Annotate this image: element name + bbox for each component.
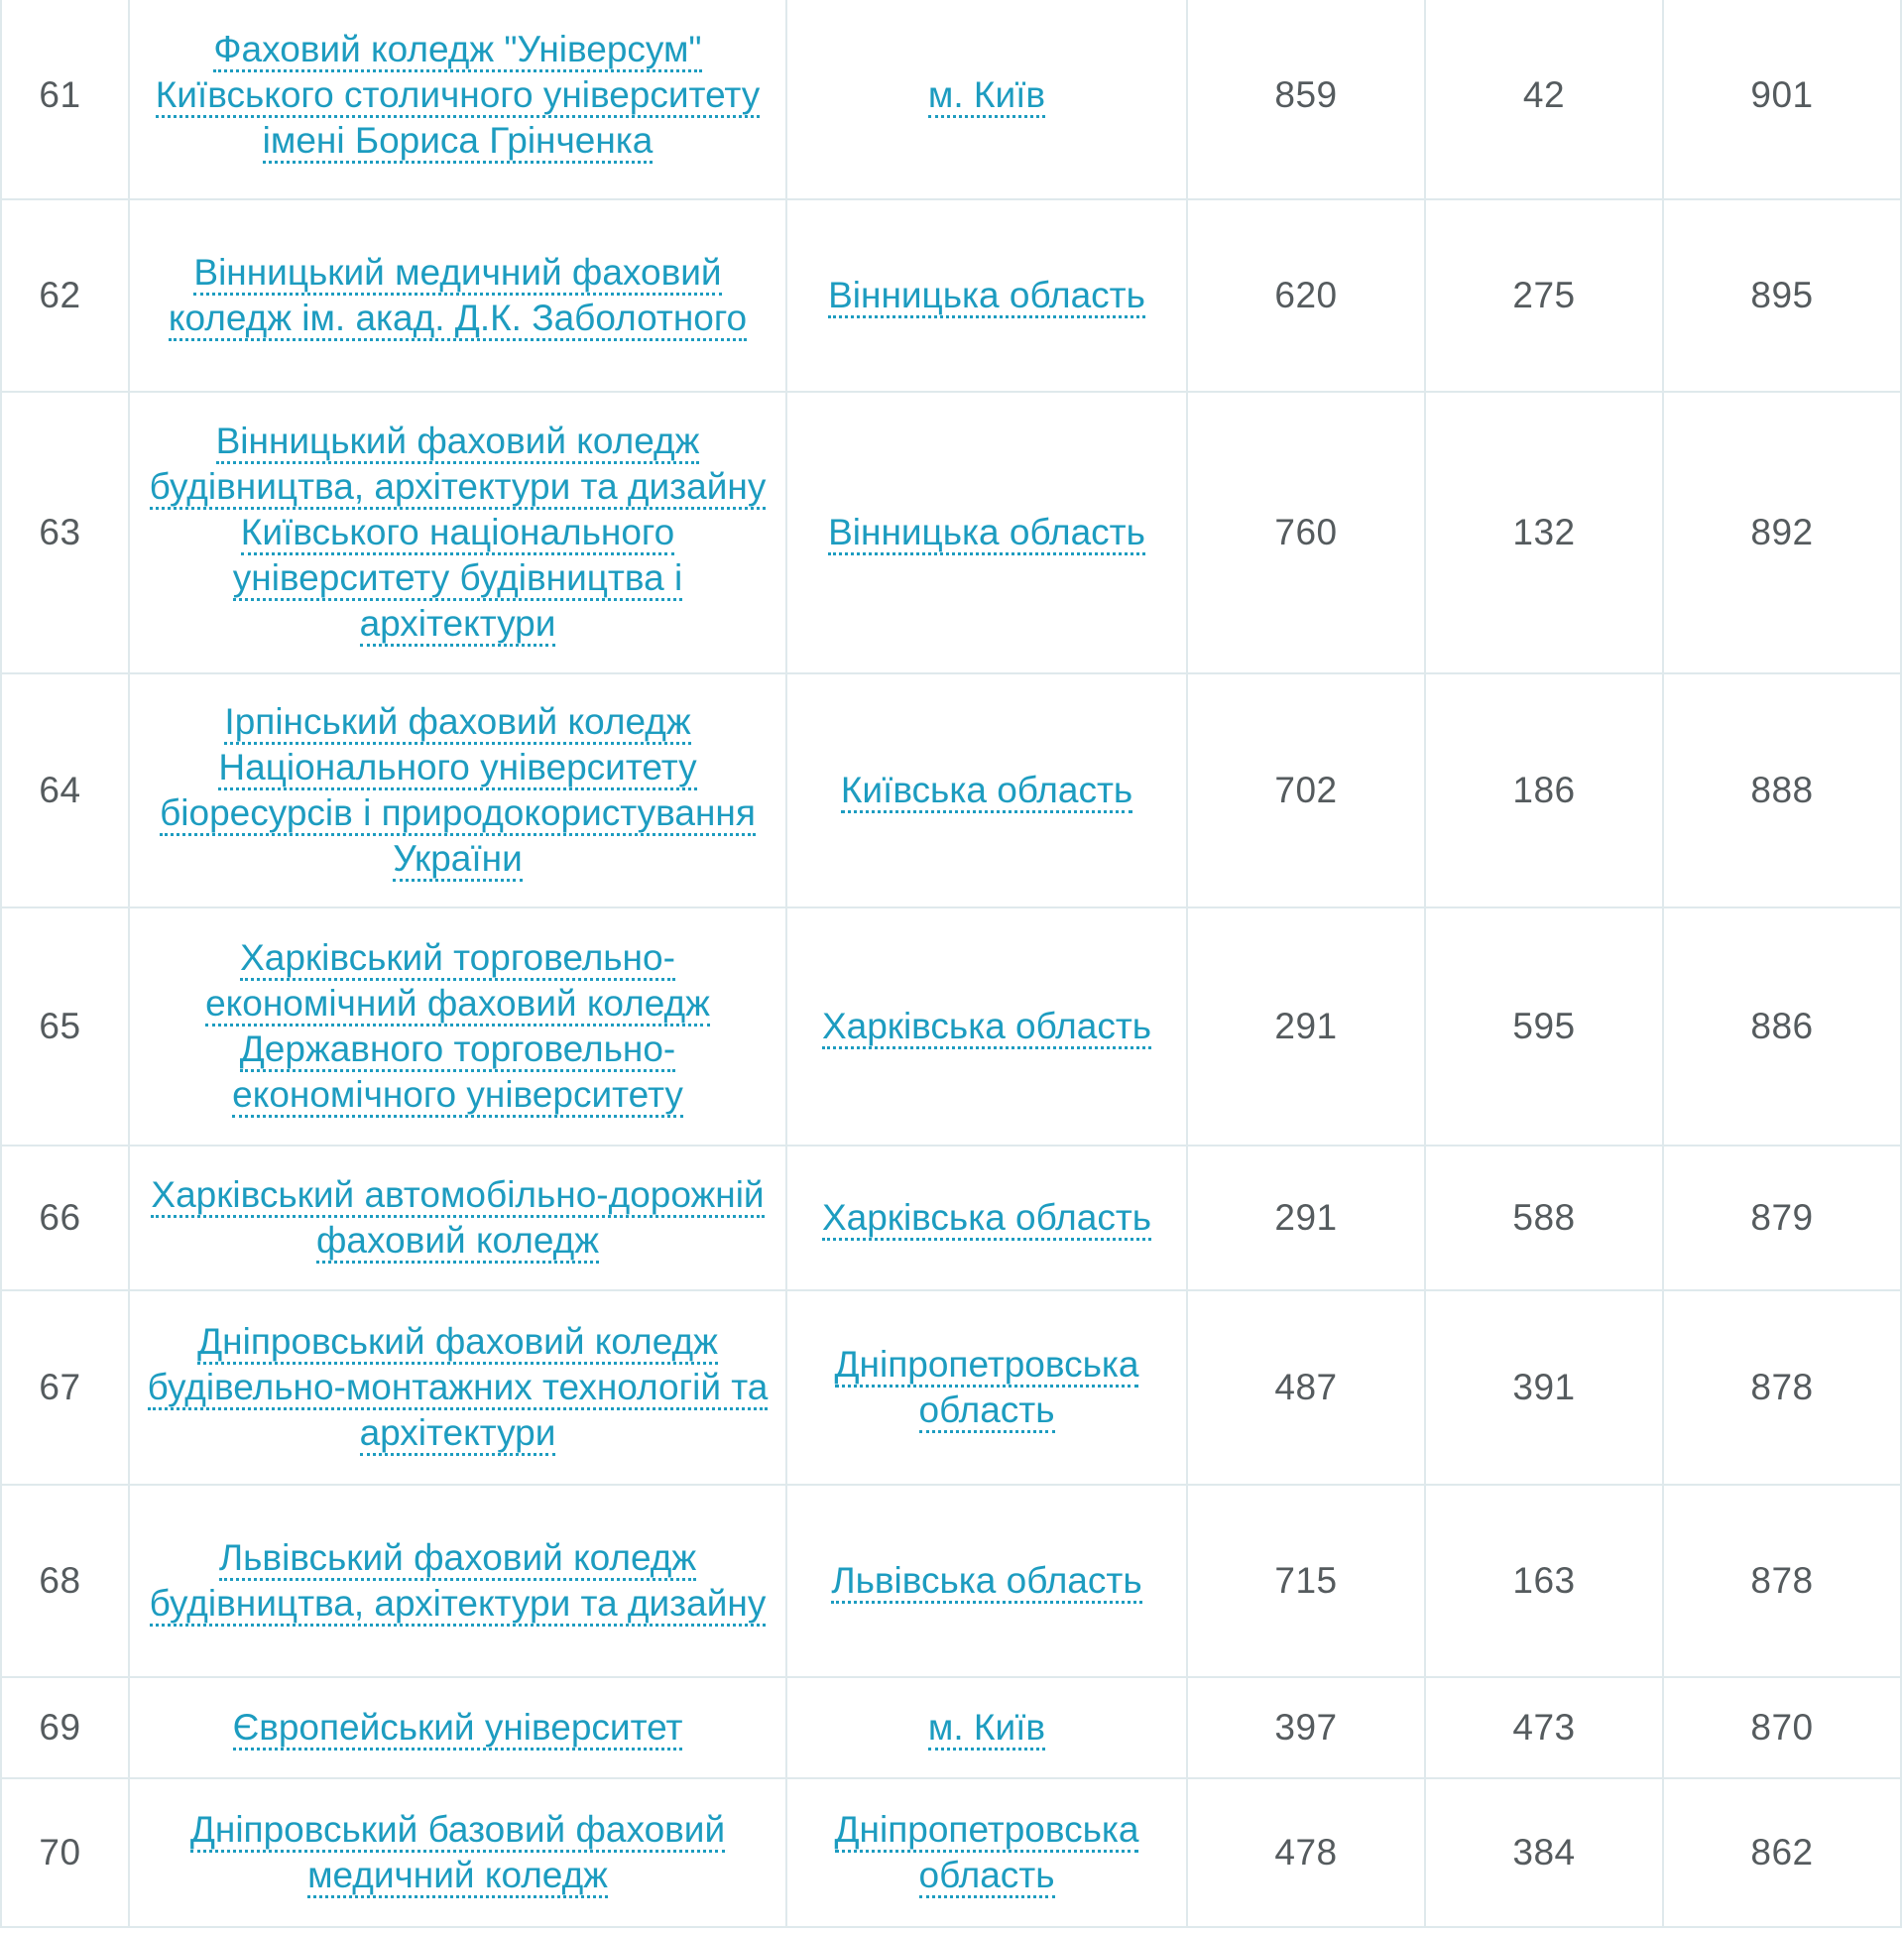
score-cell-2: 595 — [1425, 907, 1663, 1146]
institution-link[interactable]: Ірпінський фаховий коледж Національного університету біоресурсів і природокористування України — [160, 701, 756, 882]
table-row — [1, 1485, 1901, 1677]
region-link[interactable]: Львівська область — [831, 1560, 1141, 1604]
region-cell — [786, 1146, 1187, 1290]
rank-cell: 61 — [1, 0, 129, 199]
institution-cell — [129, 1146, 786, 1290]
region-cell — [786, 199, 1187, 392]
score-cell-1: 620 — [1187, 199, 1425, 392]
institution-link[interactable]: Харківський автомобільно-дорожній фаховий коледж — [151, 1174, 764, 1264]
table-row — [1, 1146, 1901, 1290]
institution-link[interactable]: Харківський торговельно-економічний фаховий коледж Державного торговельно-економічного університету — [205, 937, 710, 1118]
total-score-cell: 870 — [1663, 1677, 1901, 1778]
region-link[interactable]: Вінницька область — [828, 512, 1145, 555]
region-link[interactable]: Вінницька область — [828, 275, 1145, 318]
total-score-cell: 862 — [1663, 1778, 1901, 1927]
institution-link[interactable]: Вінницький медичний фаховий коледж ім. акад. Д.К. Заболотного — [169, 252, 747, 341]
total-score-cell: 888 — [1663, 673, 1901, 907]
table-row — [1, 1677, 1901, 1778]
institution-cell — [129, 1290, 786, 1485]
score-cell-2: 473 — [1425, 1677, 1663, 1778]
region-link[interactable]: Київська область — [841, 770, 1132, 813]
region-cell — [786, 1485, 1187, 1677]
institution-cell — [129, 907, 786, 1146]
total-score-cell: 878 — [1663, 1485, 1901, 1677]
rank-cell: 69 — [1, 1677, 129, 1778]
score-cell-2: 42 — [1425, 0, 1663, 199]
rank-cell: 70 — [1, 1778, 129, 1927]
institution-link[interactable]: Дніпровський базовий фаховий медичний коледж — [190, 1809, 725, 1898]
institution-link[interactable]: Львівський фаховий коледж будівництва, архітектури та дизайну — [150, 1537, 767, 1627]
institution-link[interactable]: Дніпровський фаховий коледж будівельно-монтажних технологій та архітектури — [148, 1321, 769, 1456]
region-cell — [786, 1290, 1187, 1485]
region-cell — [786, 392, 1187, 673]
region-cell — [786, 1677, 1187, 1778]
rank-cell: 66 — [1, 1146, 129, 1290]
region-link[interactable]: м. Київ — [928, 1707, 1045, 1751]
score-cell-1: 291 — [1187, 907, 1425, 1146]
region-cell — [786, 0, 1187, 199]
table-row — [1, 1778, 1901, 1927]
table-row — [1, 199, 1901, 392]
score-cell-1: 859 — [1187, 0, 1425, 199]
rank-cell: 68 — [1, 1485, 129, 1677]
table-row — [1, 392, 1901, 673]
region-link[interactable]: Дніпропетровська область — [835, 1344, 1139, 1433]
region-link[interactable]: Харківська область — [822, 1006, 1151, 1049]
rank-cell: 64 — [1, 673, 129, 907]
institution-cell — [129, 1778, 786, 1927]
table-row — [1, 1290, 1901, 1485]
total-score-cell: 878 — [1663, 1290, 1901, 1485]
total-score-cell: 901 — [1663, 0, 1901, 199]
score-cell-2: 588 — [1425, 1146, 1663, 1290]
score-cell-1: 291 — [1187, 1146, 1425, 1290]
institution-cell — [129, 1677, 786, 1778]
institution-link[interactable]: Фаховий коледж "Універсум" Київського столичного університету імені Бориса Грінченка — [156, 29, 761, 164]
institution-cell — [129, 199, 786, 392]
region-cell — [786, 1778, 1187, 1927]
score-cell-1: 397 — [1187, 1677, 1425, 1778]
rank-cell: 65 — [1, 907, 129, 1146]
region-link[interactable]: Харківська область — [822, 1197, 1151, 1241]
region-cell — [786, 673, 1187, 907]
score-cell-2: 384 — [1425, 1778, 1663, 1927]
score-cell-2: 391 — [1425, 1290, 1663, 1485]
institution-cell — [129, 673, 786, 907]
total-score-cell: 886 — [1663, 907, 1901, 1146]
region-link[interactable]: Дніпропетровська область — [835, 1809, 1139, 1898]
score-cell-2: 163 — [1425, 1485, 1663, 1677]
region-cell — [786, 907, 1187, 1146]
score-cell-1: 702 — [1187, 673, 1425, 907]
total-score-cell: 895 — [1663, 199, 1901, 392]
rank-cell: 62 — [1, 199, 129, 392]
score-cell-1: 715 — [1187, 1485, 1425, 1677]
rank-cell: 67 — [1, 1290, 129, 1485]
rating-table-body — [1, 0, 1901, 1927]
institution-link[interactable]: Європейський університет — [233, 1707, 683, 1751]
score-cell-2: 132 — [1425, 392, 1663, 673]
total-score-cell: 879 — [1663, 1146, 1901, 1290]
total-score-cell: 892 — [1663, 392, 1901, 673]
table-row — [1, 0, 1901, 199]
score-cell-2: 186 — [1425, 673, 1663, 907]
score-cell-1: 760 — [1187, 392, 1425, 673]
table-row — [1, 673, 1901, 907]
institution-link[interactable]: Вінницький фаховий коледж будівництва, архітектури та дизайну Київського національного університету будівництва і архітектури — [150, 421, 767, 647]
score-cell-2: 275 — [1425, 199, 1663, 392]
institution-cell — [129, 392, 786, 673]
score-cell-1: 487 — [1187, 1290, 1425, 1485]
score-cell-1: 478 — [1187, 1778, 1425, 1927]
table-row — [1, 907, 1901, 1146]
rank-cell: 63 — [1, 392, 129, 673]
institution-cell — [129, 1485, 786, 1677]
institution-cell — [129, 0, 786, 199]
region-link[interactable]: м. Київ — [928, 74, 1045, 118]
